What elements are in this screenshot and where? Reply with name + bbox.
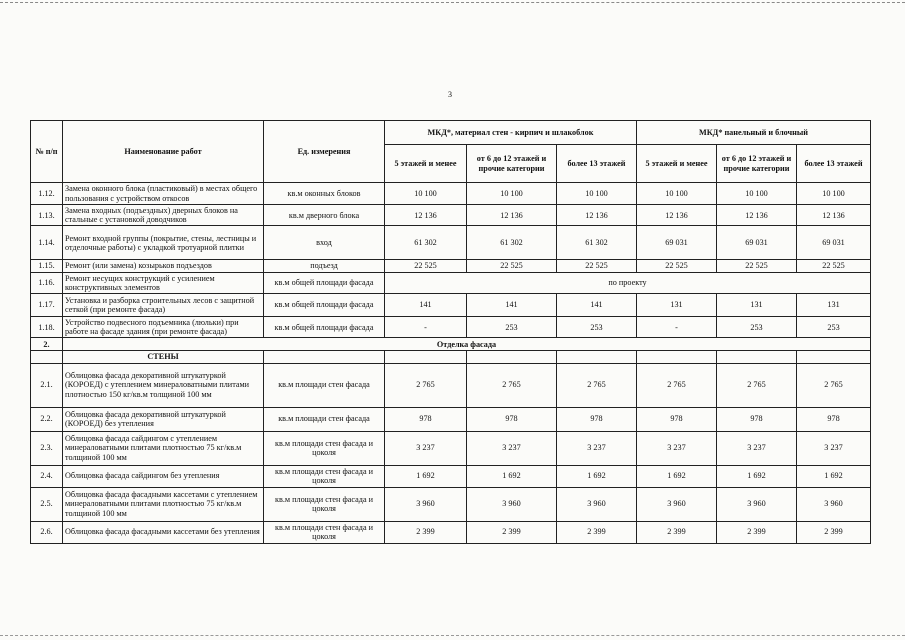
price-value: 2 765 — [637, 363, 717, 407]
table-row — [31, 226, 871, 260]
empty-cell — [717, 351, 797, 363]
price-value: 69 031 — [637, 226, 717, 260]
header-name: Наименование работ — [63, 121, 264, 183]
price-value: 978 — [557, 407, 637, 431]
top-border-line — [0, 2, 905, 3]
work-name: Замена оконного блока (пластиковый) в местах общего пользования с устройством откосов — [63, 183, 264, 205]
header-num: № п/п — [31, 121, 63, 183]
price-value: 12 136 — [637, 205, 717, 226]
price-value: 12 136 — [717, 205, 797, 226]
price-value: 3 237 — [717, 431, 797, 465]
price-value: 3 960 — [557, 487, 637, 521]
row-number: 1.17. — [31, 293, 63, 316]
section-row — [31, 338, 871, 351]
price-value: 2 399 — [557, 521, 637, 543]
row-number: 1.18. — [31, 316, 63, 337]
work-name: Облицовка фасада сайдингом без утепления — [63, 465, 264, 487]
price-value: 1 692 — [797, 465, 871, 487]
price-value: 2 765 — [467, 363, 557, 407]
empty-cell — [385, 351, 467, 363]
price-value: 131 — [637, 293, 717, 316]
unit: кв.м площади стен фасада — [264, 407, 385, 431]
price-value: 2 399 — [637, 521, 717, 543]
table-row — [31, 407, 871, 431]
price-value: 22 525 — [557, 260, 637, 272]
price-value: 22 525 — [717, 260, 797, 272]
price-value: 1 692 — [637, 465, 717, 487]
price-value: 978 — [717, 407, 797, 431]
page-number: 3 — [448, 90, 452, 99]
header-group-brick: МКД*, материал стен - кирпич и шлакоблок — [385, 121, 637, 145]
unit: кв.м площади стен фасада и цоколя — [264, 465, 385, 487]
header-sub-6-12: от 6 до 12 этажей и прочие категории — [467, 145, 557, 183]
price-value: 22 525 — [797, 260, 871, 272]
price-value: 978 — [797, 407, 871, 431]
table-row — [31, 205, 871, 226]
price-value: 2 399 — [385, 521, 467, 543]
price-value: 12 136 — [797, 205, 871, 226]
price-value: 61 302 — [467, 226, 557, 260]
empty-cell — [264, 351, 385, 363]
work-name: Облицовка фасада фасадными кассетами без утепления — [63, 521, 264, 543]
price-value: 1 692 — [467, 465, 557, 487]
price-value: 2 399 — [467, 521, 557, 543]
table-row — [31, 363, 871, 407]
price-value: 131 — [797, 293, 871, 316]
unit: кв.м площади стен фасада и цоколя — [264, 431, 385, 465]
work-name: Облицовка фасада фасадными кассетами с утеплением минераловатными плитами плотностью 75 кг/кв.м толщиной 100 мм — [63, 487, 264, 521]
work-name: Облицовка фасада декоративной штукатуркой (КОРОЕД) без утепления — [63, 407, 264, 431]
price-value: 2 399 — [717, 521, 797, 543]
price-table — [30, 120, 871, 544]
table-row — [31, 465, 871, 487]
price-value: 22 525 — [467, 260, 557, 272]
row-number: 2.3. — [31, 431, 63, 465]
unit: вход — [264, 226, 385, 260]
price-value: 3 237 — [557, 431, 637, 465]
price-value: 1 692 — [557, 465, 637, 487]
row-number: 1.13. — [31, 205, 63, 226]
price-value: 3 237 — [797, 431, 871, 465]
price-value: 141 — [467, 293, 557, 316]
table-row — [31, 521, 871, 543]
empty-cell — [637, 351, 717, 363]
subsection-title: СТЕНЫ — [63, 351, 264, 363]
row-number: 1.12. — [31, 183, 63, 205]
empty-cell — [31, 351, 63, 363]
price-value: 12 136 — [467, 205, 557, 226]
header-unit: Ед. измерения — [264, 121, 385, 183]
merged-value: по проекту — [385, 272, 871, 293]
header-group-panel: МКД* панельный и блочный — [637, 121, 871, 145]
price-value: 69 031 — [797, 226, 871, 260]
table-row — [31, 272, 871, 293]
price-value: 69 031 — [717, 226, 797, 260]
price-value: 61 302 — [385, 226, 467, 260]
header-sub-6-12: от 6 до 12 этажей и прочие категории — [717, 145, 797, 183]
price-value: 2 765 — [717, 363, 797, 407]
price-value: 1 692 — [385, 465, 467, 487]
price-value: 253 — [797, 316, 871, 337]
price-value: 22 525 — [637, 260, 717, 272]
table-row — [31, 183, 871, 205]
work-name: Устройство подвесного подъемника (люльки) при работе на фасаде здания (при ремонте фасада) — [63, 316, 264, 337]
price-value: 10 100 — [385, 183, 467, 205]
price-value: 253 — [717, 316, 797, 337]
unit: кв.м общей площади фасада — [264, 316, 385, 337]
row-number: 2.5. — [31, 487, 63, 521]
subsection-row — [31, 351, 871, 363]
unit: кв.м общей площади фасада — [264, 272, 385, 293]
section-number: 2. — [31, 338, 63, 351]
price-value: - — [385, 316, 467, 337]
price-value: 253 — [467, 316, 557, 337]
table-row — [31, 431, 871, 465]
price-value: 3 960 — [797, 487, 871, 521]
price-value: 10 100 — [717, 183, 797, 205]
price-value: 10 100 — [797, 183, 871, 205]
unit: кв.м оконных блоков — [264, 183, 385, 205]
row-number: 1.16. — [31, 272, 63, 293]
header-sub-5: 5 этажей и менее — [385, 145, 467, 183]
bottom-border-line — [0, 635, 905, 636]
price-value: 22 525 — [385, 260, 467, 272]
price-value: 3 960 — [385, 487, 467, 521]
unit: кв.м площади стен фасада — [264, 363, 385, 407]
header-sub-13: более 13 этажей — [797, 145, 871, 183]
price-value: 2 765 — [797, 363, 871, 407]
price-value: 3 960 — [717, 487, 797, 521]
price-value: 2 765 — [557, 363, 637, 407]
price-value: 3 237 — [637, 431, 717, 465]
price-value: 12 136 — [557, 205, 637, 226]
section-title: Отделка фасада — [63, 338, 871, 351]
price-value: 3 237 — [385, 431, 467, 465]
price-value: 141 — [385, 293, 467, 316]
table-row — [31, 316, 871, 337]
row-number: 2.1. — [31, 363, 63, 407]
price-value: 3 960 — [467, 487, 557, 521]
price-value: 2 765 — [385, 363, 467, 407]
price-value: 131 — [717, 293, 797, 316]
work-name: Ремонт несущих конструкций с усилением конструктивных элементов — [63, 272, 264, 293]
price-value: 141 — [557, 293, 637, 316]
price-value: - — [637, 316, 717, 337]
row-number: 1.15. — [31, 260, 63, 272]
unit: кв.м площади стен фасада и цоколя — [264, 521, 385, 543]
unit: кв.м площади стен фасада и цоколя — [264, 487, 385, 521]
price-value: 10 100 — [557, 183, 637, 205]
unit: подъезд — [264, 260, 385, 272]
price-value: 1 692 — [717, 465, 797, 487]
price-value: 10 100 — [637, 183, 717, 205]
price-value: 253 — [557, 316, 637, 337]
header-sub-5: 5 этажей и менее — [637, 145, 717, 183]
row-number: 2.4. — [31, 465, 63, 487]
work-name: Облицовка фасада декоративной штукатуркой (КОРОЕД) с утеплением минераловатными плитами плотностью 150 кг/кв.м толщиной 100 мм — [63, 363, 264, 407]
price-value: 978 — [467, 407, 557, 431]
price-value: 12 136 — [385, 205, 467, 226]
price-value: 10 100 — [467, 183, 557, 205]
work-name: Установка и разборка строительных лесов с защитной сеткой (при ремонте фасада) — [63, 293, 264, 316]
price-value: 978 — [637, 407, 717, 431]
table-row — [31, 487, 871, 521]
price-value: 978 — [385, 407, 467, 431]
price-value: 2 399 — [797, 521, 871, 543]
work-name: Облицовка фасада сайдингом с утеплением минераловатными плитами плотностью 75 кг/кв.м толщиной 100 мм — [63, 431, 264, 465]
empty-cell — [467, 351, 557, 363]
unit: кв.м общей площади фасада — [264, 293, 385, 316]
work-name: Ремонт (или замена) козырьков подъездов — [63, 260, 264, 272]
table-row — [31, 260, 871, 272]
price-value: 61 302 — [557, 226, 637, 260]
table-row — [31, 293, 871, 316]
empty-cell — [797, 351, 871, 363]
work-name: Ремонт входной группы (покрытие, стены, лестницы и отделочные работы) с укладкой тротуарной плитки — [63, 226, 264, 260]
price-value: 3 960 — [637, 487, 717, 521]
empty-cell — [557, 351, 637, 363]
row-number: 2.6. — [31, 521, 63, 543]
work-name: Замена входных (подъездных) дверных блоков на стальные с установкой доводчиков — [63, 205, 264, 226]
row-number: 2.2. — [31, 407, 63, 431]
unit: кв.м дверного блока — [264, 205, 385, 226]
row-number: 1.14. — [31, 226, 63, 260]
header-sub-13: более 13 этажей — [557, 145, 637, 183]
price-value: 3 237 — [467, 431, 557, 465]
